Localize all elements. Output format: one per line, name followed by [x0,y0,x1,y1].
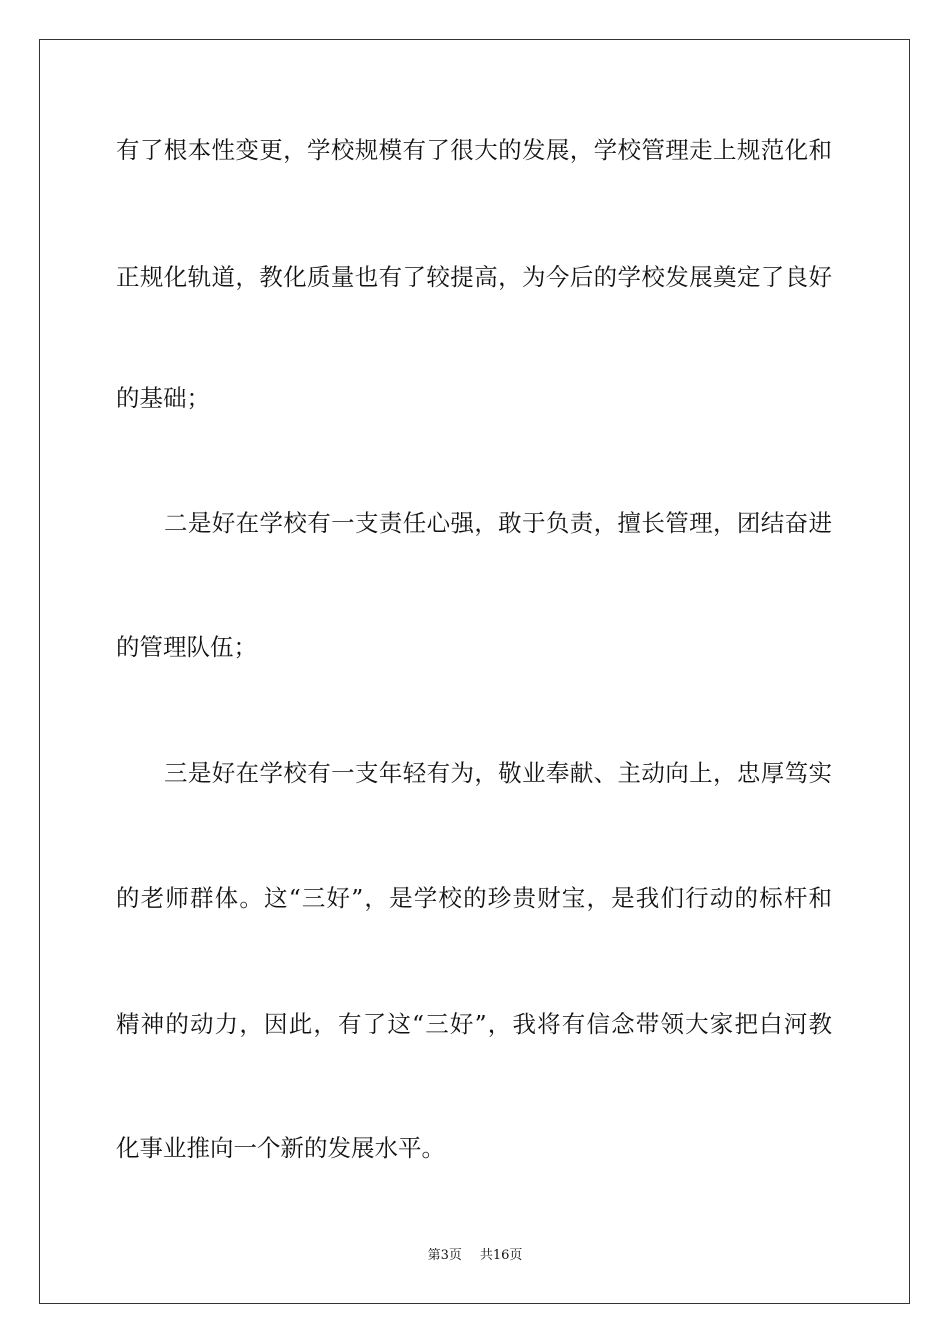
body-line-5: 的管理队伍； [116,633,257,661]
page-border [39,39,910,1304]
body-line-7: 的老师群体。这“三好”，是学校的珍贵财宝，是我们行动的标杆和 [116,884,832,912]
body-line-6: 三是好在学校有一支年轻有为，敬业奉献、主动向上，忠厚笃实 [164,759,832,787]
total-pages: 共16页 [479,1248,523,1263]
page-footer [0,1247,950,1265]
body-line-2: 正规化轨道，教化质量也有了较提高，为今后的学校发展奠定了良好 [116,263,832,291]
body-line-9: 化事业推向一个新的发展水平。 [116,1134,445,1162]
body-line-4: 二是好在学校有一支责任心强，敢于负责，擅长管理，团结奋进 [164,509,832,537]
body-line-3: 的基础； [116,384,210,412]
body-line-8: 精神的动力，因此，有了这“三好”，我将有信念带领大家把白河教 [116,1010,832,1038]
body-line-1: 有了根本性变更，学校规模有了很大的发展，学校管理走上规范化和 [116,136,832,164]
page-number: 第3页 [427,1248,462,1263]
